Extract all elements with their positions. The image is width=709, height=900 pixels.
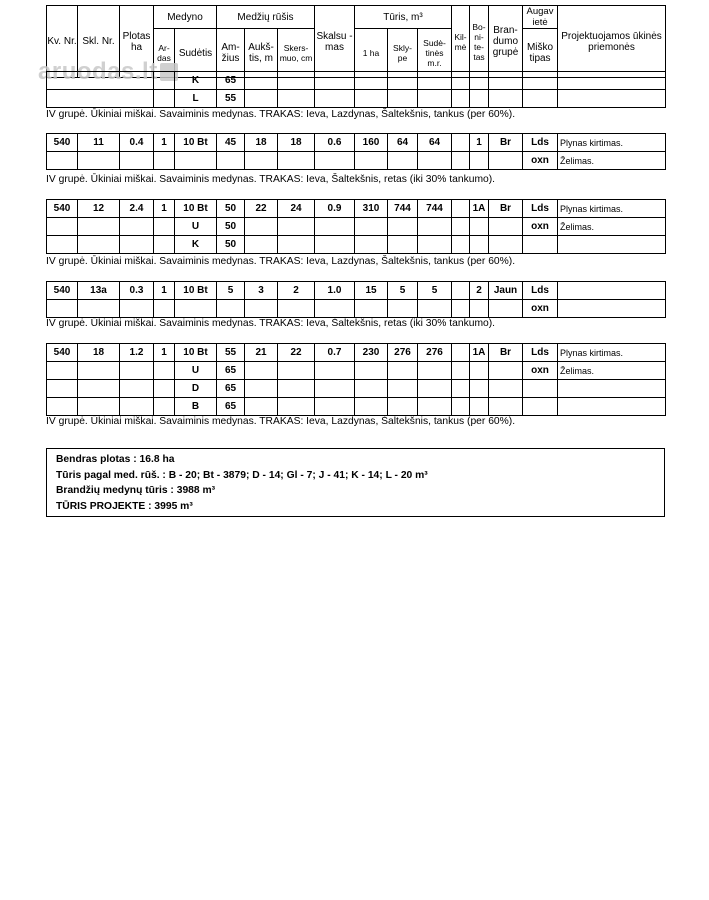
cell-bonitetas: 1A	[470, 200, 489, 218]
cell-sudetis	[175, 152, 217, 170]
cell-priemones: Želimas.	[558, 218, 666, 236]
cell-aukstis: 3	[245, 282, 278, 300]
cell-priemones: Plynas kirtimas.	[558, 200, 666, 218]
cell-turis-sklype	[388, 398, 418, 416]
col-aukstis: Aukš- tis, m	[245, 29, 278, 78]
cell-amzius: 5	[217, 282, 245, 300]
cell-ardas	[154, 236, 175, 254]
cell-brandumo: Br	[489, 134, 523, 152]
cell-amzius: 65	[217, 362, 245, 380]
cell-kv: 540	[47, 134, 78, 152]
cell-turis-1ha	[355, 300, 388, 318]
cell-skalsumas	[315, 362, 355, 380]
cell-augaviete: Lds	[523, 200, 558, 218]
cell-plotas	[120, 300, 154, 318]
cell-kilme	[452, 282, 470, 300]
cell-turis-1ha	[355, 236, 388, 254]
cell-bonitetas	[470, 152, 489, 170]
cell-amzius	[217, 300, 245, 318]
cell-ardas: 1	[154, 200, 175, 218]
col-sudetis: Sudėtis	[175, 29, 217, 78]
table-row	[47, 362, 666, 380]
cell-brandumo: Br	[489, 200, 523, 218]
col-priemones: Projektuojamos ūkinės priemonės	[558, 6, 666, 78]
cell-aukstis	[245, 380, 278, 398]
cell-amzius: 65	[217, 380, 245, 398]
cell-bonitetas	[470, 380, 489, 398]
cell-turis-1ha	[355, 152, 388, 170]
cell-skalsumas: 1.0	[315, 282, 355, 300]
cell-augaviete: oxn	[523, 218, 558, 236]
cell-bonitetas	[470, 218, 489, 236]
cell-skl: 11	[78, 134, 120, 152]
col-kilme: Kil- mė	[452, 6, 470, 78]
cell-skalsumas	[315, 300, 355, 318]
cell-amzius: 65	[217, 72, 245, 90]
cell-brandumo	[489, 300, 523, 318]
cell-skalsumas	[315, 236, 355, 254]
cell-augaviete: oxn	[523, 152, 558, 170]
cell-skalsumas	[315, 398, 355, 416]
cell-sudetis: 10 Bt	[175, 344, 217, 362]
table-row	[47, 218, 666, 236]
table-row	[47, 134, 666, 152]
cell-kilme	[452, 344, 470, 362]
cell-priemones: Želimas.	[558, 152, 666, 170]
cell-kilme	[452, 200, 470, 218]
cell-turis-1ha: 230	[355, 344, 388, 362]
table-row	[47, 380, 666, 398]
col-turis-sudetines: Sudė- tinės m.r.	[418, 29, 452, 78]
stand-table	[46, 281, 666, 318]
cell-ardas	[154, 152, 175, 170]
cell-sudetis: 10 Bt	[175, 134, 217, 152]
cell-kv	[47, 380, 78, 398]
cell-skersmuo	[278, 398, 315, 416]
cell-skl: 18	[78, 344, 120, 362]
cell-turis-sklype	[388, 236, 418, 254]
cell-priemones	[558, 300, 666, 318]
cell-augaviete: oxn	[523, 362, 558, 380]
cell-turis-1ha: 15	[355, 282, 388, 300]
cell-skersmuo	[278, 236, 315, 254]
cell-sudetis: 10 Bt	[175, 200, 217, 218]
cell-priemones	[558, 236, 666, 254]
cell-priemones	[558, 282, 666, 300]
col-skl: Skl. Nr.	[78, 6, 120, 78]
cell-amzius: 65	[217, 398, 245, 416]
cell-turis-1ha	[355, 218, 388, 236]
cell-amzius: 55	[217, 90, 245, 108]
cell-kv	[47, 218, 78, 236]
col-skersmuo: Skers- muo, cm	[278, 29, 315, 78]
cell-turis-sudetines	[418, 300, 452, 318]
cell-aukstis: 18	[245, 134, 278, 152]
cell-brandumo	[489, 398, 523, 416]
cell-turis-sudetines: 64	[418, 134, 452, 152]
stand-table	[46, 199, 666, 254]
col-amzius: Am- žius	[217, 29, 245, 78]
cell-augaviete: Lds	[523, 282, 558, 300]
cell-amzius: 50	[217, 200, 245, 218]
cell-turis-sklype	[388, 218, 418, 236]
stand-description: IV grupė. Ūkiniai miškai. Savaiminis medynas. TRAKAS: Ieva, Šaltekšnis, retas (iki 30% tankumo).	[46, 318, 496, 329]
cell-sudetis: K	[175, 72, 217, 90]
col-misko-tipas: Miško tipas	[523, 29, 558, 78]
cell-priemones: Želimas.	[558, 362, 666, 380]
cell-turis-1ha	[355, 362, 388, 380]
cell-turis-sudetines	[418, 152, 452, 170]
cell-augaviete	[523, 380, 558, 398]
cell-priemones: Plynas kirtimas.	[558, 134, 666, 152]
cell-sudetis: K	[175, 236, 217, 254]
cell-skalsumas	[315, 152, 355, 170]
cell-kv: 540	[47, 282, 78, 300]
cell-brandumo: Br	[489, 344, 523, 362]
cell-ardas: 1	[154, 134, 175, 152]
cell-augaviete: Lds	[523, 344, 558, 362]
col-skalsumas: Skalsu - mas	[315, 6, 355, 78]
cell-skl	[78, 236, 120, 254]
watermark-logo: aruodas.lt	[38, 58, 178, 86]
col-turis-sklype: Skly- pe	[388, 29, 418, 78]
table-row	[47, 398, 666, 416]
cell-ardas	[154, 362, 175, 380]
cell-skersmuo: 24	[278, 200, 315, 218]
cell-skersmuo	[278, 218, 315, 236]
stand-description: IV grupė. Ūkiniai miškai. Savaiminis medynas. TRAKAS: Ieva, Lazdynas, Šaltekšnis, tankus (per 60%).	[46, 416, 516, 427]
cell-plotas	[120, 398, 154, 416]
cell-skalsumas	[315, 380, 355, 398]
cell-priemones: Plynas kirtimas.	[558, 344, 666, 362]
cell-plotas	[120, 362, 154, 380]
table-row	[47, 200, 666, 218]
cell-turis-sklype: 64	[388, 134, 418, 152]
cell-plotas	[120, 152, 154, 170]
cell-plotas	[120, 218, 154, 236]
cell-skersmuo: 18	[278, 134, 315, 152]
stand-table	[46, 133, 666, 170]
col-ardas: Ar- das	[154, 29, 175, 78]
cell-ardas	[154, 300, 175, 318]
cell-ardas	[154, 218, 175, 236]
summary-box	[46, 448, 665, 517]
cell-priemones	[558, 398, 666, 416]
cell-kv	[47, 236, 78, 254]
cell-skersmuo	[278, 152, 315, 170]
cell-brandumo	[489, 236, 523, 254]
cell-skersmuo: 22	[278, 344, 315, 362]
cell-kilme	[452, 398, 470, 416]
cell-turis-1ha	[355, 380, 388, 398]
cell-turis-sudetines: 5	[418, 282, 452, 300]
col-brandumo: Bran- dumo grupė	[489, 6, 523, 78]
col-turis-1ha: 1 ha	[355, 29, 388, 78]
cell-ardas: 1	[154, 282, 175, 300]
cell-turis-sudetines: 276	[418, 344, 452, 362]
cell-brandumo	[489, 362, 523, 380]
col-augaviete: Augav ietė	[523, 6, 558, 29]
cell-skersmuo	[278, 380, 315, 398]
cell-turis-sklype	[388, 300, 418, 318]
table-row	[47, 344, 666, 362]
cell-skersmuo	[278, 300, 315, 318]
cell-turis-1ha: 160	[355, 134, 388, 152]
cell-skl	[78, 300, 120, 318]
cell-turis-sklype	[388, 380, 418, 398]
col-plotas: Plotas ha	[120, 6, 154, 78]
cell-kv	[47, 398, 78, 416]
cell-skl	[78, 362, 120, 380]
cell-brandumo	[489, 152, 523, 170]
cell-aukstis	[245, 236, 278, 254]
table-row	[47, 236, 666, 254]
cell-plotas	[120, 380, 154, 398]
cell-turis-sudetines	[418, 398, 452, 416]
col-medziu-rusis: Medžių rūšis	[217, 6, 315, 29]
cell-amzius: 50	[217, 218, 245, 236]
cell-aukstis	[245, 152, 278, 170]
cell-priemones	[558, 380, 666, 398]
cell-kv	[47, 362, 78, 380]
cell-plotas: 2.4	[120, 200, 154, 218]
cell-skalsumas: 0.7	[315, 344, 355, 362]
cell-skl: 12	[78, 200, 120, 218]
cell-brandumo	[489, 218, 523, 236]
cell-sudetis: D	[175, 380, 217, 398]
cell-aukstis: 21	[245, 344, 278, 362]
cell-turis-sudetines	[418, 362, 452, 380]
col-kv: Kv. Nr.	[47, 6, 78, 78]
cell-ardas	[154, 398, 175, 416]
cell-plotas: 0.4	[120, 134, 154, 152]
cell-turis-sklype	[388, 152, 418, 170]
cell-sudetis: U	[175, 362, 217, 380]
summary-volume-by-species: Tūris pagal med. rūš. : B - 20; Bt - 3879; D - 14; Gl - 7; J - 41; K - 14; L - 20 m³	[56, 469, 428, 481]
cell-turis-sklype	[388, 362, 418, 380]
cell-aukstis	[245, 398, 278, 416]
cell-kv	[47, 300, 78, 318]
cell-amzius	[217, 152, 245, 170]
cell-sudetis	[175, 300, 217, 318]
summary-mature-volume: Brandžių medynų tūris : 3988 m³	[56, 485, 216, 496]
cell-kilme	[452, 362, 470, 380]
cell-skl	[78, 218, 120, 236]
cell-kilme	[452, 152, 470, 170]
cell-kv	[47, 152, 78, 170]
stand-table	[46, 343, 666, 416]
cell-sudetis: L	[175, 90, 217, 108]
cell-skersmuo	[278, 362, 315, 380]
stand-description: IV grupė. Ūkiniai miškai. Savaiminis medynas. TRAKAS: Ieva, Lazdynas, Šaltekšnis, tankus (per 60%).	[46, 109, 516, 120]
cell-augaviete: oxn	[523, 300, 558, 318]
cell-bonitetas	[470, 362, 489, 380]
cell-turis-sudetines	[418, 380, 452, 398]
cell-kilme	[452, 300, 470, 318]
cell-aukstis: 22	[245, 200, 278, 218]
cell-bonitetas: 1A	[470, 344, 489, 362]
table-row	[47, 282, 666, 300]
cell-skalsumas	[315, 218, 355, 236]
cell-kilme	[452, 380, 470, 398]
cell-aukstis	[245, 218, 278, 236]
cell-skl	[78, 398, 120, 416]
cell-turis-1ha	[355, 398, 388, 416]
cell-ardas	[154, 380, 175, 398]
cell-skersmuo: 2	[278, 282, 315, 300]
cell-turis-sklype: 276	[388, 344, 418, 362]
summary-project-volume: TŪRIS PROJEKTE : 3995 m³	[56, 500, 193, 512]
cell-augaviete: Lds	[523, 134, 558, 152]
cell-augaviete	[523, 236, 558, 254]
cell-aukstis	[245, 300, 278, 318]
cell-sudetis: U	[175, 218, 217, 236]
cell-kv: 540	[47, 344, 78, 362]
cell-turis-1ha: 310	[355, 200, 388, 218]
cell-kilme	[452, 134, 470, 152]
col-bonitetas: Bo- ni- te- tas	[470, 6, 489, 78]
cell-sudetis: 10 Bt	[175, 282, 217, 300]
table-row	[47, 90, 666, 108]
cell-skl	[78, 152, 120, 170]
cell-augaviete	[523, 398, 558, 416]
cell-skalsumas: 0.9	[315, 200, 355, 218]
cell-skalsumas: 0.6	[315, 134, 355, 152]
cell-kv: 540	[47, 200, 78, 218]
top-continuation-table	[46, 71, 666, 108]
cell-bonitetas	[470, 236, 489, 254]
cell-amzius: 45	[217, 134, 245, 152]
cell-bonitetas	[470, 300, 489, 318]
cell-plotas: 0.3	[120, 282, 154, 300]
cell-turis-sudetines: 744	[418, 200, 452, 218]
cell-bonitetas: 1	[470, 134, 489, 152]
cell-brandumo: Jaun	[489, 282, 523, 300]
cell-sudetis: B	[175, 398, 217, 416]
cell-plotas: 1.2	[120, 344, 154, 362]
cell-turis-sklype: 5	[388, 282, 418, 300]
col-medyno: Medyno	[154, 6, 217, 29]
cell-turis-sklype: 744	[388, 200, 418, 218]
cell-plotas	[120, 236, 154, 254]
table-row	[47, 300, 666, 318]
cell-turis-sudetines	[418, 218, 452, 236]
cell-amzius: 55	[217, 344, 245, 362]
summary-total-area: Bendras plotas : 16.8 ha	[56, 454, 175, 465]
stand-description: IV grupė. Ūkiniai miškai. Savaiminis medynas. TRAKAS: Ieva, Lazdynas, Šaltekšnis, tankus (per 60%).	[46, 256, 516, 267]
cell-aukstis	[245, 362, 278, 380]
cell-turis-sudetines	[418, 236, 452, 254]
cell-bonitetas	[470, 398, 489, 416]
cell-skl	[78, 380, 120, 398]
cell-kilme	[452, 236, 470, 254]
cell-brandumo	[489, 380, 523, 398]
cell-amzius: 50	[217, 236, 245, 254]
stand-description: IV grupė. Ūkiniai miškai. Savaiminis medynas. TRAKAS: Ieva, Šaltekšnis, retas (iki 30% tankumo).	[46, 174, 496, 185]
table-row	[47, 152, 666, 170]
col-turis: Tūris, m³	[355, 6, 452, 29]
cell-bonitetas: 2	[470, 282, 489, 300]
cell-skl: 13a	[78, 282, 120, 300]
table-row	[47, 72, 666, 90]
cell-kilme	[452, 218, 470, 236]
cell-ardas: 1	[154, 344, 175, 362]
